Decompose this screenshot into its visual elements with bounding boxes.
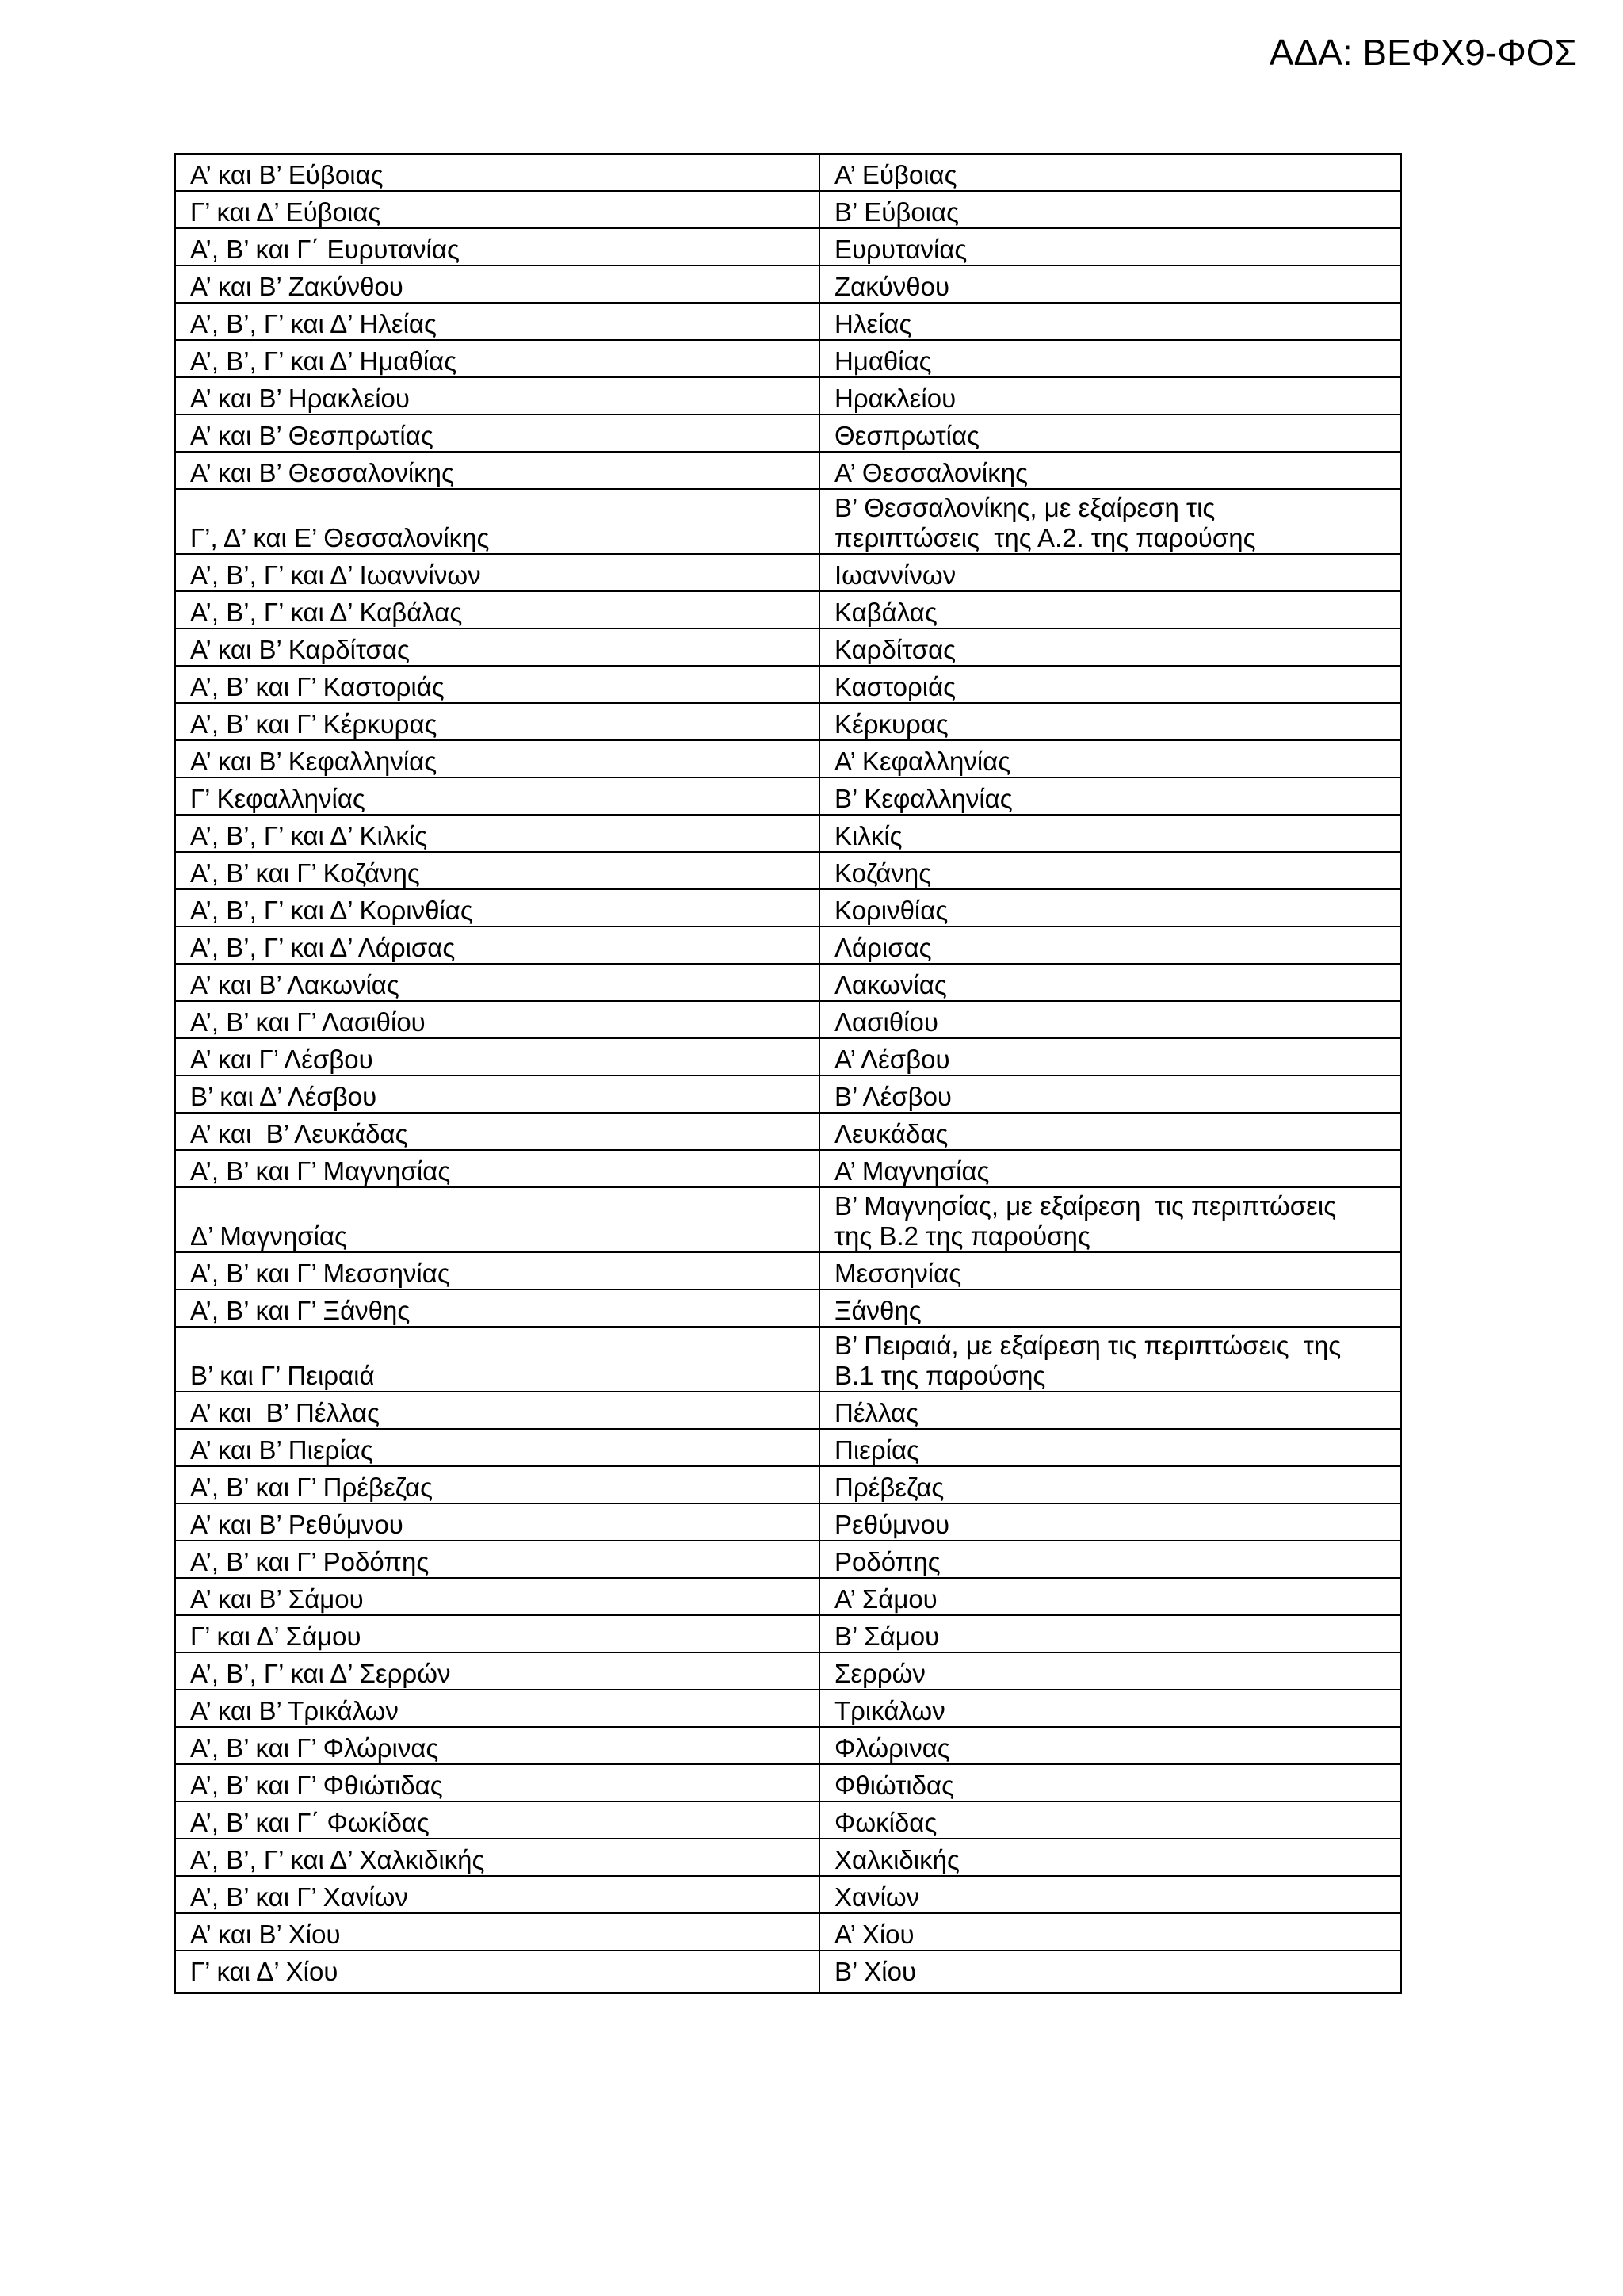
target-cell: Ευρυτανίας <box>819 228 1401 266</box>
table-row <box>175 740 1401 777</box>
target-cell: Θεσπρωτίας <box>819 415 1401 452</box>
source-cell: Α’ και Β’ Θεσσαλονίκης <box>175 452 819 489</box>
table-row <box>175 489 1401 554</box>
target-cell: Ξάνθης <box>819 1289 1401 1327</box>
table-row <box>175 703 1401 740</box>
source-cell: Δ’ Μαγνησίας <box>175 1187 819 1252</box>
target-cell: Β’ Μαγνησίας, με εξαίρεση τις περιπτώσεις της Β.2 της παρούσης <box>819 1187 1401 1252</box>
source-cell: Α’, Β’ και Γ’ Ροδόπης <box>175 1541 819 1578</box>
target-cell: Ροδόπης <box>819 1541 1401 1578</box>
source-cell: Α’, Β’, Γ’ και Δ’ Ηλείας <box>175 303 819 340</box>
source-cell: Α’ και Β’ Καρδίτσας <box>175 628 819 666</box>
target-cell: Λακωνίας <box>819 964 1401 1001</box>
table-row <box>175 1187 1401 1252</box>
source-cell: Γ’ Κεφαλληνίας <box>175 777 819 815</box>
table-row <box>175 926 1401 964</box>
source-cell: Α’, Β’ και Γ’ Φλώρινας <box>175 1727 819 1764</box>
table-row <box>175 628 1401 666</box>
target-cell: Β’ Θεσσαλονίκης, με εξαίρεση τις περιπτώσεις της Α.2. της παρούσης <box>819 489 1401 554</box>
table-row <box>175 415 1401 452</box>
source-cell: Α’, Β’, Γ’ και Δ’ Καβάλας <box>175 591 819 628</box>
table-row <box>175 266 1401 303</box>
source-cell: Α’, Β’ και Γ΄ Ευρυτανίας <box>175 228 819 266</box>
source-cell: Α’, Β’ και Γ’ Ξάνθης <box>175 1289 819 1327</box>
source-cell: Α’ και Β’ Πιερίας <box>175 1429 819 1466</box>
target-cell: Κέρκυρας <box>819 703 1401 740</box>
source-cell: Γ’ και Δ’ Χίου <box>175 1950 819 1993</box>
source-cell: Α’, Β’ και Γ’ Καστοριάς <box>175 666 819 703</box>
table-row <box>175 777 1401 815</box>
source-cell: Α’, Β’ και Γ’ Μαγνησίας <box>175 1150 819 1187</box>
table-row <box>175 1429 1401 1466</box>
transfer-table <box>174 153 1402 1994</box>
target-cell: Λασιθίου <box>819 1001 1401 1038</box>
table-row <box>175 1150 1401 1187</box>
table-row <box>175 1113 1401 1150</box>
source-cell: Γ’, Δ’ και Ε’ Θεσσαλονίκης <box>175 489 819 554</box>
source-cell: Α’, Β’, Γ’ και Δ’ Κορινθίας <box>175 889 819 926</box>
table-row <box>175 852 1401 889</box>
source-cell: Α’, Β’ και Γ’ Φθιώτιδας <box>175 1764 819 1801</box>
source-cell: Α’ και Β’ Τρικάλων <box>175 1690 819 1727</box>
target-cell: Β’ Εύβοιας <box>819 191 1401 228</box>
table-row <box>175 1876 1401 1913</box>
target-cell: Α’ Χίου <box>819 1913 1401 1950</box>
table-row <box>175 1801 1401 1839</box>
target-cell: Κοζάνης <box>819 852 1401 889</box>
target-cell: Πέλλας <box>819 1392 1401 1429</box>
table-row <box>175 1541 1401 1578</box>
target-cell: Πρέβεζας <box>819 1466 1401 1503</box>
target-cell: Φωκίδας <box>819 1801 1401 1839</box>
table-row <box>175 554 1401 591</box>
table-row <box>175 1503 1401 1541</box>
table-row <box>175 815 1401 852</box>
target-cell: Κιλκίς <box>819 815 1401 852</box>
target-cell: Ηλείας <box>819 303 1401 340</box>
source-cell: Α’, Β’, Γ’ και Δ’ Σερρών <box>175 1652 819 1690</box>
target-cell: Κορινθίας <box>819 889 1401 926</box>
source-cell: Α’, Β’ και Γ’ Κοζάνης <box>175 852 819 889</box>
table-row <box>175 1252 1401 1289</box>
target-cell: Χανίων <box>819 1876 1401 1913</box>
target-cell: Ηρακλείου <box>819 377 1401 415</box>
source-cell: Α’, Β’, Γ’ και Δ’ Ημαθίας <box>175 340 819 377</box>
target-cell: Χαλκιδικής <box>819 1839 1401 1876</box>
source-cell: Α’ και Β’ Λευκάδας <box>175 1113 819 1150</box>
table-row <box>175 1615 1401 1652</box>
target-cell: Καρδίτσας <box>819 628 1401 666</box>
table-row <box>175 1727 1401 1764</box>
source-cell: Α’ και Β’ Πέλλας <box>175 1392 819 1429</box>
table-row <box>175 340 1401 377</box>
source-cell: Α’, Β’, Γ’ και Δ’ Ιωαννίνων <box>175 554 819 591</box>
table-row <box>175 1466 1401 1503</box>
table-row <box>175 1950 1401 1993</box>
table-row <box>175 191 1401 228</box>
target-cell: Α’ Θεσσαλονίκης <box>819 452 1401 489</box>
source-cell: Β’ και Δ’ Λέσβου <box>175 1075 819 1113</box>
target-cell: Λευκάδας <box>819 1113 1401 1150</box>
target-cell: Β’ Σάμου <box>819 1615 1401 1652</box>
target-cell: Τρικάλων <box>819 1690 1401 1727</box>
source-cell: Α’, Β’ και Γ΄ Φωκίδας <box>175 1801 819 1839</box>
table-row <box>175 452 1401 489</box>
table-row <box>175 964 1401 1001</box>
target-cell: Φθιώτιδας <box>819 1764 1401 1801</box>
table-row <box>175 1392 1401 1429</box>
table-row <box>175 1001 1401 1038</box>
table-row <box>175 1075 1401 1113</box>
target-cell: Ζακύνθου <box>819 266 1401 303</box>
source-cell: Α’, Β’, Γ’ και Δ’ Κιλκίς <box>175 815 819 852</box>
source-cell: Α’, Β’, Γ’ και Δ’ Χαλκιδικής <box>175 1839 819 1876</box>
source-cell: Α’ και Β’ Κεφαλληνίας <box>175 740 819 777</box>
table-row <box>175 1289 1401 1327</box>
table-row <box>175 1839 1401 1876</box>
transfer-table-body <box>175 154 1401 1993</box>
source-cell: Α’ και Β’ Ηρακλείου <box>175 377 819 415</box>
target-cell: Μεσσηνίας <box>819 1252 1401 1289</box>
table-row <box>175 889 1401 926</box>
ada-code: ΑΔΑ: ΒΕΦΧ9-ΦΟΣ <box>1269 32 1577 73</box>
source-cell: Α’ και Β’ Θεσπρωτίας <box>175 415 819 452</box>
target-cell: Ημαθίας <box>819 340 1401 377</box>
table-row <box>175 666 1401 703</box>
source-cell: Α’, Β’ και Γ’ Λασιθίου <box>175 1001 819 1038</box>
source-cell: Α’ και Β’ Ζακύνθου <box>175 266 819 303</box>
table-row <box>175 1913 1401 1950</box>
source-cell: Α’, Β’ και Γ’ Χανίων <box>175 1876 819 1913</box>
target-cell: Α’ Εύβοιας <box>819 154 1401 191</box>
target-cell: Καστοριάς <box>819 666 1401 703</box>
table-row <box>175 1038 1401 1075</box>
table-row <box>175 303 1401 340</box>
target-cell: Α’ Μαγνησίας <box>819 1150 1401 1187</box>
source-cell: Α’ και Β’ Εύβοιας <box>175 154 819 191</box>
target-cell: Ιωαννίνων <box>819 554 1401 591</box>
source-cell: Α’ και Β’ Σάμου <box>175 1578 819 1615</box>
target-cell: Καβάλας <box>819 591 1401 628</box>
table-row <box>175 1327 1401 1392</box>
source-cell: Α’, Β’ και Γ’ Κέρκυρας <box>175 703 819 740</box>
target-cell: Φλώρινας <box>819 1727 1401 1764</box>
target-cell: Ρεθύμνου <box>819 1503 1401 1541</box>
target-cell: Β’ Λέσβου <box>819 1075 1401 1113</box>
source-cell: Α’ και Β’ Λακωνίας <box>175 964 819 1001</box>
table-row <box>175 1764 1401 1801</box>
target-cell: Σερρών <box>819 1652 1401 1690</box>
table-row <box>175 377 1401 415</box>
source-cell: Α’ και Β’ Ρεθύμνου <box>175 1503 819 1541</box>
source-cell: Α’ και Β’ Χίου <box>175 1913 819 1950</box>
source-cell: Α’ και Γ’ Λέσβου <box>175 1038 819 1075</box>
source-cell: Β’ και Γ’ Πειραιά <box>175 1327 819 1392</box>
target-cell: Λάρισας <box>819 926 1401 964</box>
target-cell: Β’ Πειραιά, με εξαίρεση τις περιπτώσεις της Β.1 της παρούσης <box>819 1327 1401 1392</box>
source-cell: Α’, Β’ και Γ’ Μεσσηνίας <box>175 1252 819 1289</box>
source-cell: Α’, Β’ και Γ’ Πρέβεζας <box>175 1466 819 1503</box>
target-cell: Β’ Κεφαλληνίας <box>819 777 1401 815</box>
table-row <box>175 1690 1401 1727</box>
table-row <box>175 154 1401 191</box>
target-cell: Α’ Σάμου <box>819 1578 1401 1615</box>
table-row <box>175 228 1401 266</box>
source-cell: Γ’ και Δ’ Εύβοιας <box>175 191 819 228</box>
target-cell: Α’ Λέσβου <box>819 1038 1401 1075</box>
table-row <box>175 1578 1401 1615</box>
target-cell: Β’ Χίου <box>819 1950 1401 1993</box>
source-cell: Γ’ και Δ’ Σάμου <box>175 1615 819 1652</box>
target-cell: Α’ Κεφαλληνίας <box>819 740 1401 777</box>
table-row <box>175 591 1401 628</box>
table-row <box>175 1652 1401 1690</box>
source-cell: Α’, Β’, Γ’ και Δ’ Λάρισας <box>175 926 819 964</box>
target-cell: Πιερίας <box>819 1429 1401 1466</box>
